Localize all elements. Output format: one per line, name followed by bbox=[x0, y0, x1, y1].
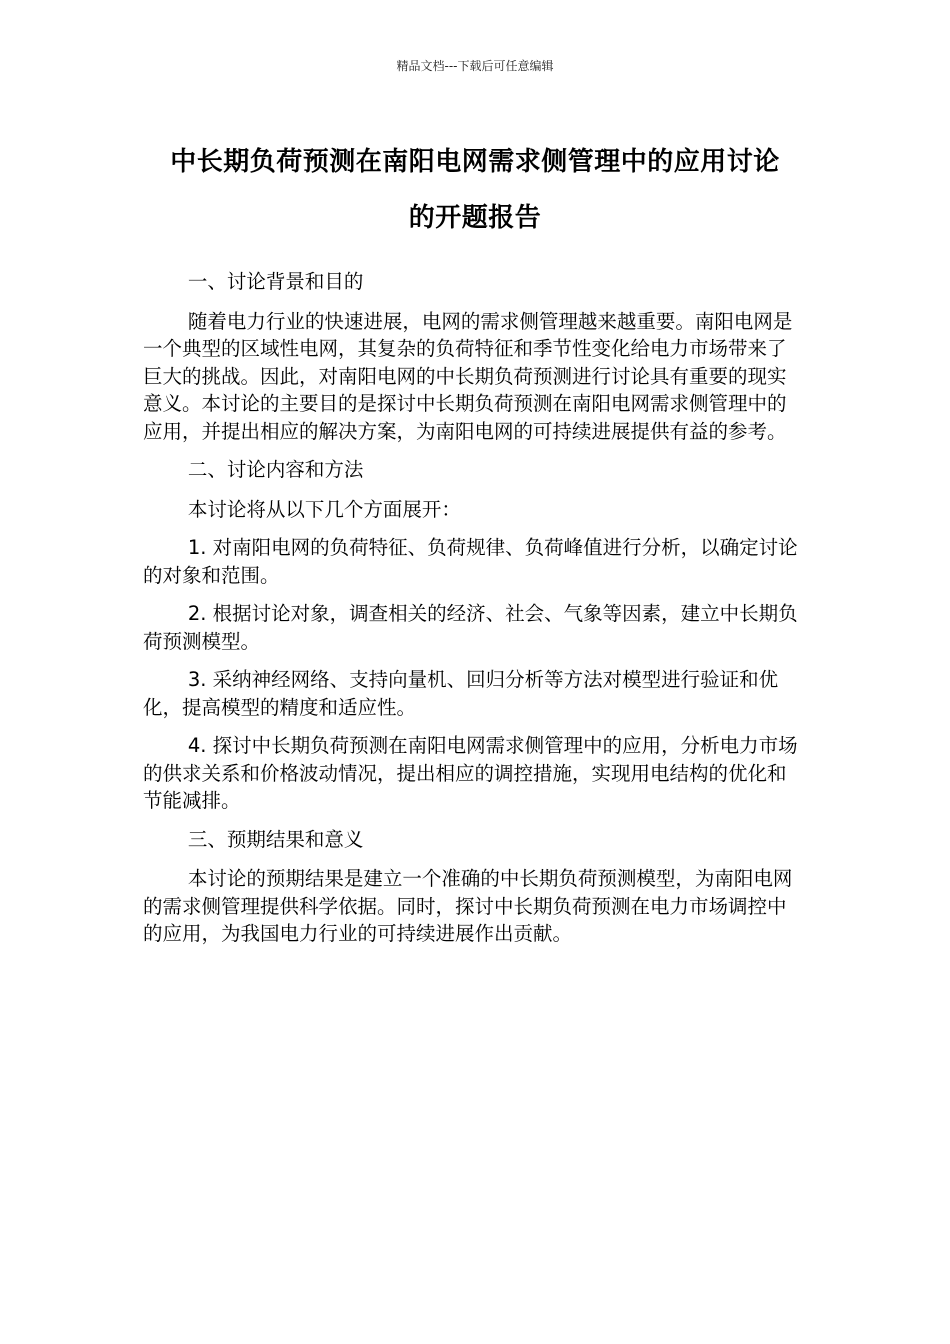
list-item-4: 4. 探讨中长期负荷预测在南阳电网需求侧管理中的应用，分析电力市场的供求关系和价格波动情况，提出相应的调控措施，实现用电结构的优化和节能减排。 bbox=[143, 734, 798, 812]
title-line-1: 中长期负荷预测在南阳电网需求侧管理中的应用讨论 bbox=[170, 147, 780, 177]
section-heading-content-methods: 二、讨论内容和方法 bbox=[187, 458, 364, 481]
paragraph-expected-results: 本讨论的预期结果是建立一个准确的中长期负荷预测模型，为南阳电网的需求侧管理提供科学依据。同时，探讨中长期负荷预测在电力市场调控中的应用，为我国电力行业的可持续进展作出贡献。 bbox=[143, 867, 793, 945]
list-item-1: 1. 对南阳电网的负荷特征、负荷规律、负荷峰值进行分析，以确定讨论的对象和范围。 bbox=[143, 536, 798, 587]
paragraph-intro: 本讨论将从以下几个方面展开： bbox=[187, 497, 461, 521]
list-item-2: 2. 根据讨论对象，调查相关的经济、社会、气象等因素，建立中长期负荷预测模型。 bbox=[143, 602, 798, 653]
document-body bbox=[143, 268, 799, 959]
section-heading-expected-results: 三、预期结果和意义 bbox=[187, 827, 364, 851]
section-heading-background: 一、讨论背景和目的 bbox=[187, 270, 364, 293]
list-item-3: 3. 采纳神经网络、支持向量机、回归分析等方法对模型进行验证和优化，提高模型的精度和适应性。 bbox=[143, 668, 779, 719]
title-line-2: 的开题报告 bbox=[408, 203, 542, 233]
paragraph-background: 随着电力行业的快速进展，电网的需求侧管理越来越重要。南阳电网是一个典型的区域性电网，其复杂的负荷特征和季节性变化给电力市场带来了巨大的挑战。因此，对南阳电网的中长期负荷预测进行讨论具有重要的现实意义。本讨论的主要目的是探讨中长期负荷预测在南阳电网需求侧管理中的应用，并提出相应的解决方案，为南阳电网的可持续进展提供有益的参考。 bbox=[143, 309, 793, 443]
document-title bbox=[130, 134, 820, 246]
header-note: 精品文档---下载后可任意编辑 bbox=[396, 59, 554, 73]
